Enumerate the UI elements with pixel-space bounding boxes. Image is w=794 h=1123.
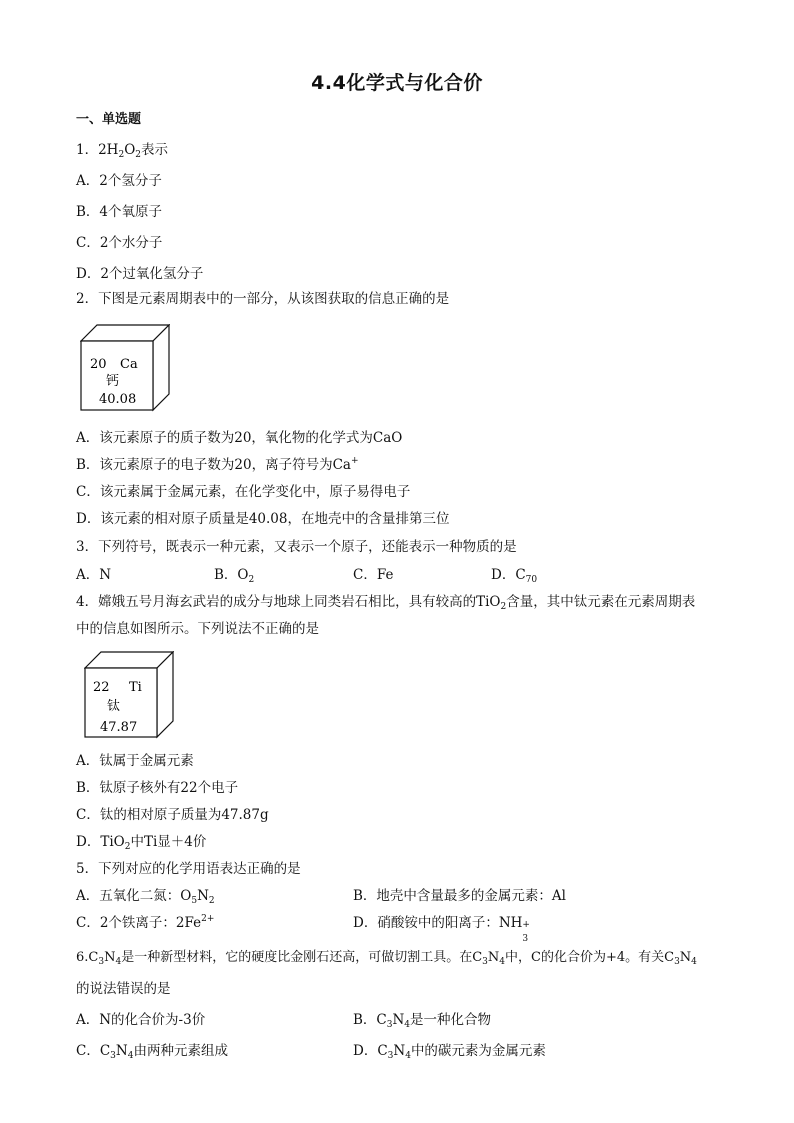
calcium-element-cell [80,324,170,412]
question-1-option-d[interactable]: D．2个过氧化氢分子 [76,266,204,282]
question-2-option-d[interactable]: D．该元素的相对原子质量是40.08，在地壳中的含量排第三位 [76,511,450,527]
question-4-stem-line-1: 4．嫦娥五号月海玄武岩的成分与地球上同类岩石相比，具有较高的TiO$_2$含量，其中钛元素在元素周期表 [76,594,696,612]
calcium-atomic-mass: 40.08 [99,392,137,407]
titanium-element-cell [84,651,174,739]
question-5-option-d[interactable]: D．硝酸铵中的阳离子：NH + 3 [353,915,530,944]
question-2-option-b[interactable]: B．该元素原子的电子数为20，离子符号为Ca+ [76,456,359,473]
question-6-option-c[interactable]: C．$C_3N_4$由两种元素组成 [76,1043,228,1061]
question-3-option-c[interactable]: C．Fe [353,567,394,583]
question-3-option-d[interactable]: D．$C_{70}$ [491,567,538,585]
calcium-symbol: Ca [120,357,138,372]
question-3-option-a[interactable]: A．N [76,567,112,583]
question-5-stem: 5．下列对应的化学用语表达正确的是 [76,861,301,877]
calcium-atomic-number: 20 [90,357,107,372]
question-5-option-c[interactable]: C．2个铁离子：$2Fe^{2+}$ [76,914,215,931]
question-4-option-c[interactable]: C．钛的相对原子质量为47.87g [76,807,269,823]
question-5-option-b[interactable]: B．地壳中含量最多的金属元素：Al [353,888,566,904]
question-3-stem: 3．下列符号，既表示一种元素，又表示一个原子，还能表示一种物质的是 [76,539,517,555]
titanium-name: 钛 [107,699,121,714]
question-2-option-c[interactable]: C．该元素属于金属元素，在化学变化中，原子易得电子 [76,484,411,500]
question-1-option-a[interactable]: A．2个氢分子 [76,173,162,189]
question-4-option-b[interactable]: B．钛原子核外有22个电子 [76,780,239,796]
question-2-option-a[interactable]: A．该元素原子的质子数为20，氧化物的化学式为CaO [76,430,403,446]
question-6-option-a[interactable]: A．N的化合价为-3价 [76,1012,206,1028]
question-4-option-d[interactable]: D．TiO$_2$中Ti显＋4价 [76,834,207,852]
question-6-option-b[interactable]: B．$C_3N_4$是一种化合物 [353,1012,492,1030]
question-6-stem-line-1: $6.C_3N_4$是一种新型材料，它的硬度比金刚石还高，可做切割工具。在$C_3N_4$中，C的化合价为+4。有关$C_3N_4$ [76,950,697,967]
question-5-option-a[interactable]: A．五氧化二氮：$O_5N_2$ [76,888,215,906]
page-title: 4.4化学式与化合价 [311,72,483,94]
calcium-name: 钙 [106,374,120,389]
question-2-stem: 2．下图是元素周期表中的一部分，从该图获取的信息正确的是 [76,291,450,307]
question-3-option-b[interactable]: B．$O_2$ [214,567,255,585]
titanium-atomic-number: 22 [93,680,110,695]
question-4-stem-line-2: 中的信息如图所示。下列说法不正确的是 [76,621,319,637]
question-1-option-c[interactable]: C．2个水分子 [76,235,163,251]
question-1-stem: 1．$2H_2O_2$表示 [76,142,168,160]
question-4-option-a[interactable]: A．钛属于金属元素 [76,753,194,769]
question-6-stem-line-2: 的说法错误的是 [76,981,171,997]
section-heading: 一、单选题 [76,112,142,127]
titanium-symbol: Ti [129,680,142,695]
question-6-option-d[interactable]: D．$C_3N_4$中的碳元素为金属元素 [353,1043,546,1061]
titanium-atomic-mass: 47.87 [100,720,138,735]
question-1-option-b[interactable]: B．4个氧原子 [76,204,163,220]
